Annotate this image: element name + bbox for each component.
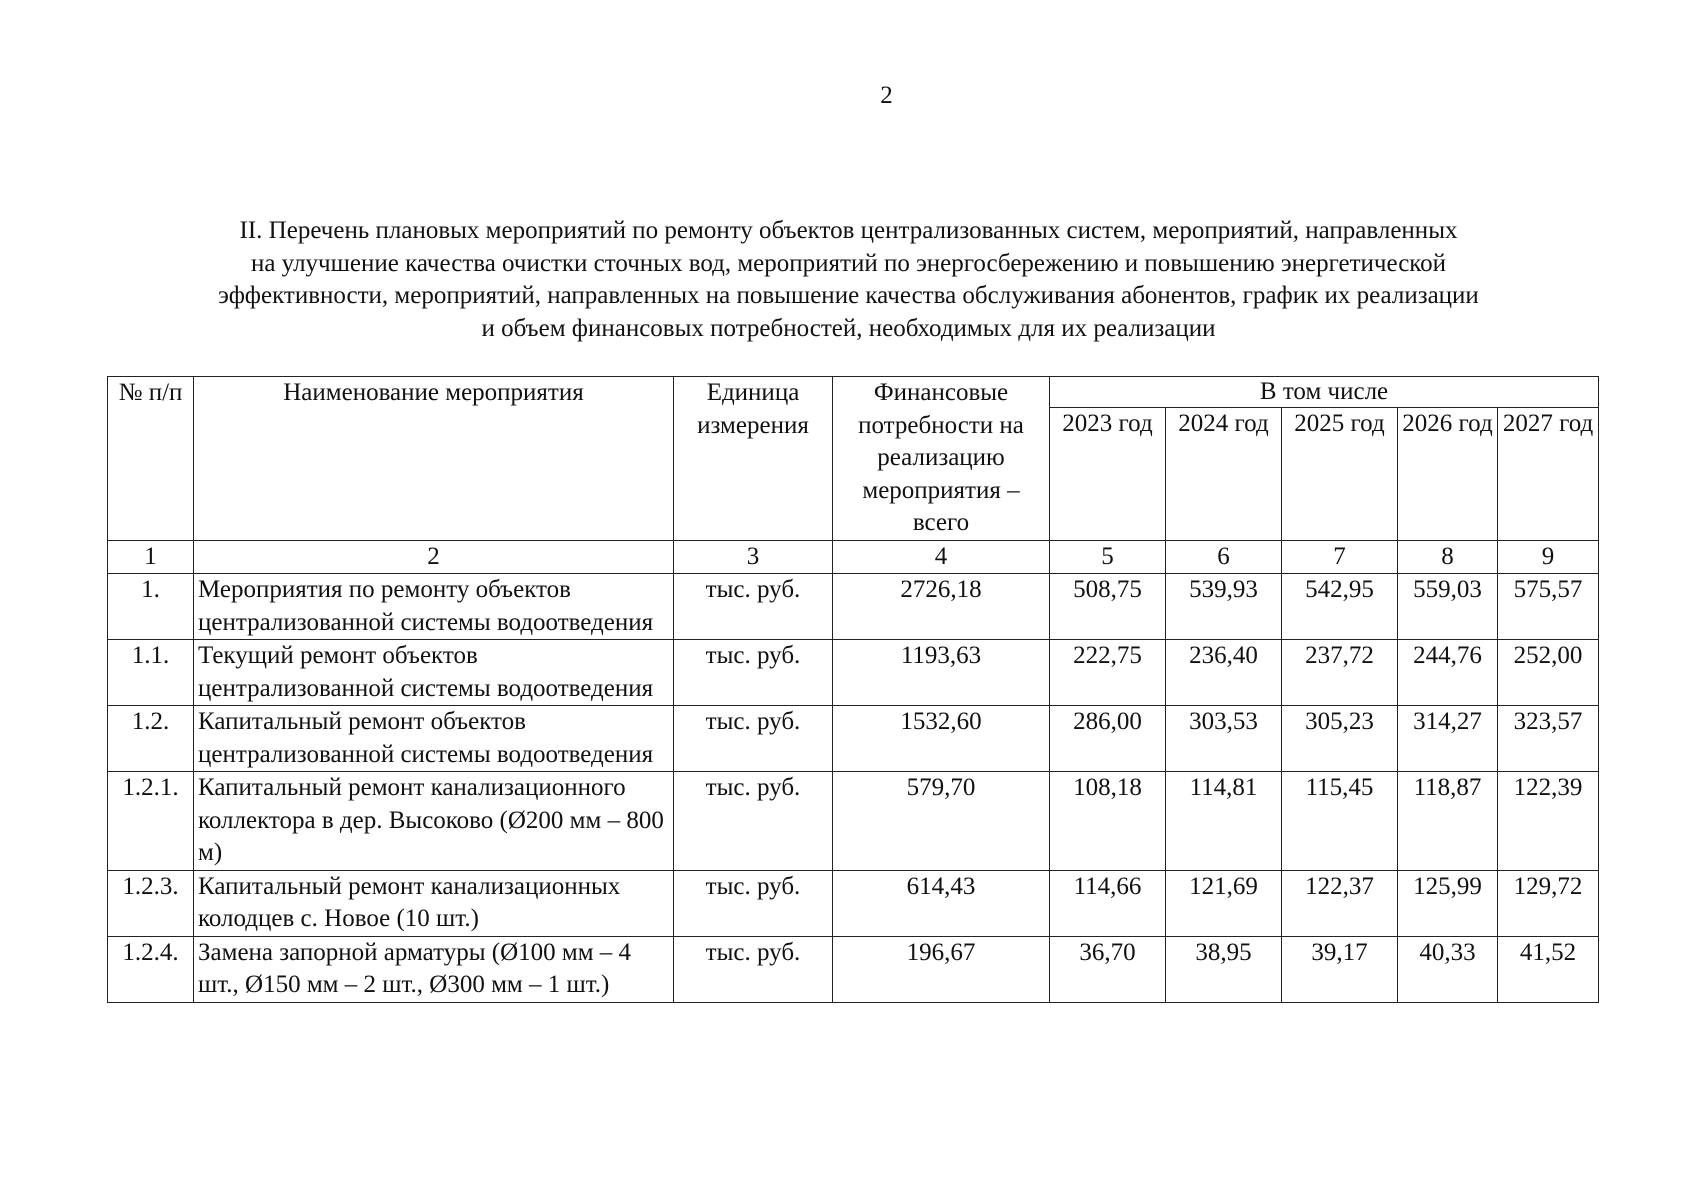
header-year-2024: 2024 год [1166, 408, 1282, 540]
year-2025-cell: 305,23 [1282, 706, 1398, 772]
column-number: 5 [1050, 540, 1166, 574]
unit-cell: тыс. руб. [674, 936, 833, 1002]
year-2023-cell: 286,00 [1050, 706, 1166, 772]
year-2027-cell: 122,39 [1498, 772, 1599, 871]
column-number-row [108, 540, 1599, 574]
unit-cell: тыс. руб. [674, 574, 833, 640]
year-2026-cell: 559,03 [1398, 574, 1498, 640]
year-2026-cell: 244,76 [1398, 640, 1498, 706]
activity-name: Капитальный ремонт канализационного коллектора в дер. Высоково (Ø200 мм – 800 м) [194, 772, 674, 871]
table-row [108, 574, 1599, 640]
year-2027-cell: 129,72 [1498, 870, 1599, 936]
table-row [108, 936, 1599, 1002]
year-2023-cell: 114,66 [1050, 870, 1166, 936]
unit-cell: тыс. руб. [674, 870, 833, 936]
year-2027-cell: 575,57 [1498, 574, 1599, 640]
row-number: 1.2.1. [108, 772, 194, 871]
row-number: 1.2. [108, 706, 194, 772]
column-number: 1 [108, 540, 194, 574]
page-number: 2 [880, 82, 893, 109]
activity-name: Капитальный ремонт канализационных колодцев с. Новое (10 шт.) [194, 870, 674, 936]
unit-cell: тыс. руб. [674, 772, 833, 871]
activities-table [107, 376, 1599, 1003]
activity-name: Текущий ремонт объектов централизованной системы водоотведения [194, 640, 674, 706]
row-number: 1. [108, 574, 194, 640]
activity-name: Замена запорной арматуры (Ø100 мм – 4 шт., Ø150 мм – 2 шт., Ø300 мм – 1 шт.) [194, 936, 674, 1002]
header-no: № п/п [108, 377, 194, 541]
year-2026-cell: 314,27 [1398, 706, 1498, 772]
activity-name: Капитальный ремонт объектов централизованной системы водоотведения [194, 706, 674, 772]
total-cell: 2726,18 [833, 574, 1050, 640]
year-2027-cell: 252,00 [1498, 640, 1599, 706]
header-year-2027: 2027 год [1498, 408, 1599, 540]
header-unit: Единица измерения [674, 377, 833, 541]
year-2026-cell: 125,99 [1398, 870, 1498, 936]
header-year-2026: 2026 год [1398, 408, 1498, 540]
total-cell: 1532,60 [833, 706, 1050, 772]
year-2024-cell: 114,81 [1166, 772, 1282, 871]
year-2023-cell: 108,18 [1050, 772, 1166, 871]
year-2025-cell: 115,45 [1282, 772, 1398, 871]
year-2025-cell: 542,95 [1282, 574, 1398, 640]
table-body [108, 540, 1599, 1002]
header-year-2025: 2025 год [1282, 408, 1398, 540]
year-2024-cell: 38,95 [1166, 936, 1282, 1002]
column-number: 4 [833, 540, 1050, 574]
total-cell: 614,43 [833, 870, 1050, 936]
heading-line-2: на улучшение качества очистки сточных вод, мероприятий по энергосбережению и повышению энергетической [250, 249, 1447, 277]
row-number: 1.2.4. [108, 936, 194, 1002]
year-2024-cell: 539,93 [1166, 574, 1282, 640]
column-number: 7 [1282, 540, 1398, 574]
year-2025-cell: 39,17 [1282, 936, 1398, 1002]
table-row [108, 640, 1599, 706]
year-2027-cell: 41,52 [1498, 936, 1599, 1002]
column-number: 2 [194, 540, 674, 574]
header-total: Финансовые потребности на реализацию мероприятия – всего [833, 377, 1050, 541]
row-number: 1.1. [108, 640, 194, 706]
column-number: 6 [1166, 540, 1282, 574]
unit-cell: тыс. руб. [674, 706, 833, 772]
activity-name: Мероприятия по ремонту объектов централизованной системы водоотведения [194, 574, 674, 640]
year-2025-cell: 237,72 [1282, 640, 1398, 706]
heading-line-1: II. Перечень плановых мероприятий по ремонту объектов централизованных систем, мероприятий, направленных [239, 217, 1458, 244]
table-header [108, 377, 1599, 541]
year-2025-cell: 122,37 [1282, 870, 1398, 936]
table-row [108, 870, 1599, 936]
document-heading [0, 215, 1697, 345]
table-row [108, 772, 1599, 871]
table-row [108, 706, 1599, 772]
column-number: 8 [1398, 540, 1498, 574]
total-cell: 1193,63 [833, 640, 1050, 706]
total-cell: 196,67 [833, 936, 1050, 1002]
year-2026-cell: 118,87 [1398, 772, 1498, 871]
year-2027-cell: 323,57 [1498, 706, 1599, 772]
row-number: 1.2.3. [108, 870, 194, 936]
header-name: Наименование мероприятия [194, 377, 674, 541]
heading-line-4: и объем финансовых потребностей, необходимых для их реализации [481, 314, 1216, 342]
year-2024-cell: 121,69 [1166, 870, 1282, 936]
column-number: 3 [674, 540, 833, 574]
header-year-2023: 2023 год [1050, 408, 1166, 540]
year-2023-cell: 508,75 [1050, 574, 1166, 640]
unit-cell: тыс. руб. [674, 640, 833, 706]
year-2023-cell: 222,75 [1050, 640, 1166, 706]
heading-line-3: эффективности, мероприятий, направленных на повышение качества обслуживания абонентов, график их реализации [218, 282, 1479, 309]
total-cell: 579,70 [833, 772, 1050, 871]
year-2026-cell: 40,33 [1398, 936, 1498, 1002]
year-2023-cell: 36,70 [1050, 936, 1166, 1002]
column-number: 9 [1498, 540, 1599, 574]
year-2024-cell: 236,40 [1166, 640, 1282, 706]
header-including: В том числе [1050, 377, 1599, 408]
year-2024-cell: 303,53 [1166, 706, 1282, 772]
